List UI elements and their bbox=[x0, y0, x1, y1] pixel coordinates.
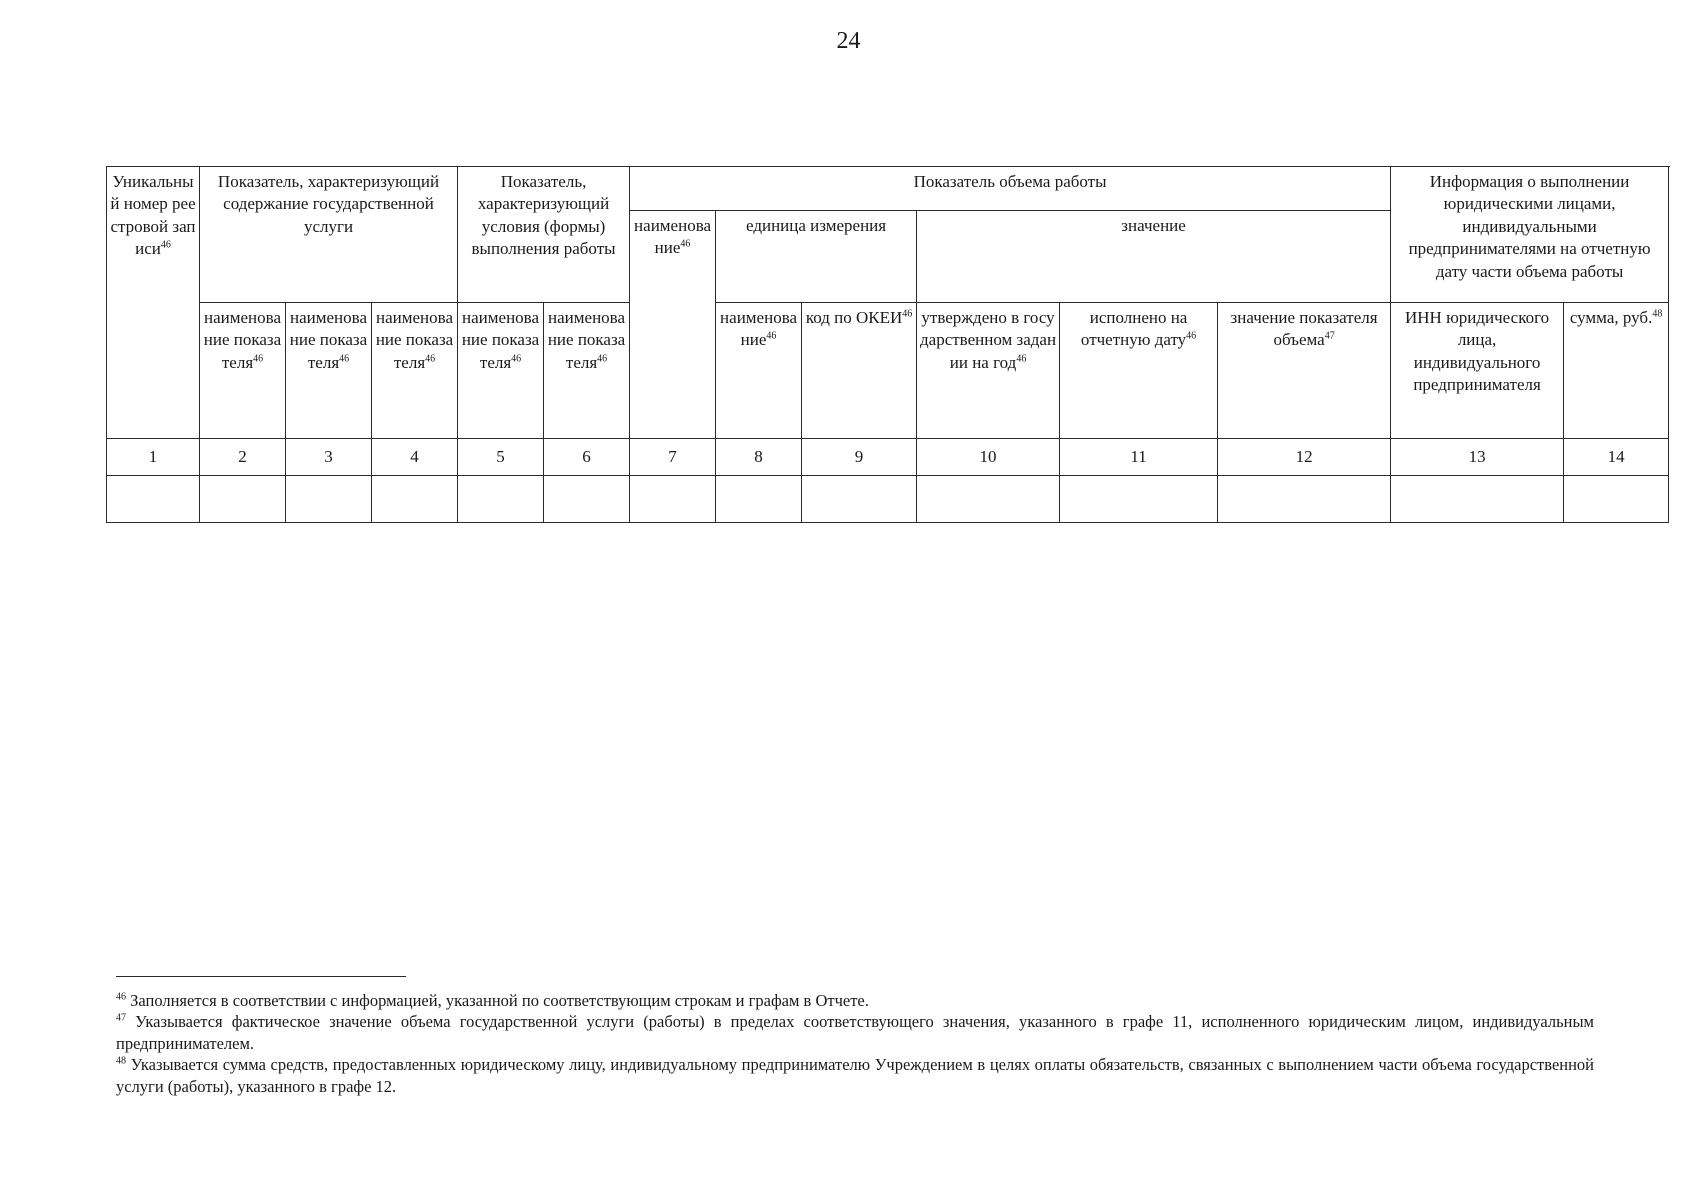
page-number: 24 bbox=[836, 28, 861, 54]
header-approved: утверждено в государственном задании на год$^{46}$ bbox=[917, 303, 1060, 439]
empty-cell bbox=[458, 476, 544, 523]
column-number: 12 bbox=[1218, 439, 1391, 476]
column-number: 7 bbox=[630, 439, 716, 476]
column-number: 10 bbox=[917, 439, 1060, 476]
footnote-47: $^{47}$ Указывается фактическое значение объема государственной услуги (работы) в пределах соответствующего значения, указанного в графе 11, исполненного юридическим лицом, индивидуальным предпринимателем. bbox=[116, 1012, 1595, 1053]
column-number: 5 bbox=[458, 439, 544, 476]
empty-cell bbox=[630, 476, 716, 523]
empty-cell bbox=[286, 476, 372, 523]
header-volume-value: значение показателя объема$^{47}$ bbox=[1218, 303, 1391, 439]
header-inn: ИНН юридического лица, индивидуального предпринимателя bbox=[1391, 303, 1564, 439]
header-indicator-name-4: наименование показателя$^{46}$ bbox=[372, 303, 458, 439]
empty-cell bbox=[544, 476, 630, 523]
column-number: 14 bbox=[1564, 439, 1669, 476]
footnote-46: $^{46}$ Заполняется в соответствии с информацией, указанной по соответствующим строкам и графам в Отчете. bbox=[116, 991, 869, 1010]
header-executed: исполнено на отчетную дату$^{46}$ bbox=[1060, 303, 1218, 439]
column-number: 11 bbox=[1060, 439, 1218, 476]
header-sum: сумма, руб.$^{48}$ bbox=[1564, 303, 1669, 439]
header-conditions-indicator: Показатель, характеризующий условия (формы) выполнения работы bbox=[458, 167, 630, 303]
header-indicator-name-3: наименование показателя$^{46}$ bbox=[286, 303, 372, 439]
empty-cell bbox=[802, 476, 917, 523]
header-volume-name: наименование$^{46}$ bbox=[630, 211, 716, 439]
empty-cell bbox=[1564, 476, 1669, 523]
header-indicator-name-5: наименование показателя$^{46}$ bbox=[458, 303, 544, 439]
footnotes bbox=[116, 990, 1594, 1097]
header-indicator-name-2: наименование показателя$^{46}$ bbox=[200, 303, 286, 439]
column-number-row bbox=[107, 439, 1669, 476]
column-number: 4 bbox=[372, 439, 458, 476]
empty-cell bbox=[917, 476, 1060, 523]
header-performance-info: Информация о выполнении юридическими лицами, индивидуальными предпринимателями на отчетную дату части объема работы bbox=[1391, 167, 1669, 303]
report-table bbox=[106, 166, 1669, 523]
column-number: 8 bbox=[716, 439, 802, 476]
empty-cell bbox=[1218, 476, 1391, 523]
footnote-separator bbox=[116, 976, 406, 977]
empty-cell bbox=[1060, 476, 1218, 523]
column-number: 3 bbox=[286, 439, 372, 476]
header-unit-name: наименование$^{46}$ bbox=[716, 303, 802, 439]
header-value: значение bbox=[917, 211, 1391, 303]
column-number: 13 bbox=[1391, 439, 1564, 476]
empty-cell bbox=[716, 476, 802, 523]
header-volume-indicator: Показатель объема работы bbox=[630, 167, 1391, 211]
empty-cell bbox=[107, 476, 200, 523]
header-unit-of-measure: единица измерения bbox=[716, 211, 917, 303]
empty-cell bbox=[200, 476, 286, 523]
column-number: 1 bbox=[107, 439, 200, 476]
header-okei-code: код по ОКЕИ$^{46}$ bbox=[802, 303, 917, 439]
empty-cell bbox=[1391, 476, 1564, 523]
column-number: 2 bbox=[200, 439, 286, 476]
header-indicator-name-6: наименование показателя$^{46}$ bbox=[544, 303, 630, 439]
column-number: 6 bbox=[544, 439, 630, 476]
column-number: 9 bbox=[802, 439, 917, 476]
header-unique-record-number: Уникальный номер реестровой записи$^{46}$ bbox=[107, 167, 200, 439]
empty-cell bbox=[372, 476, 458, 523]
header-content-indicator: Показатель, характеризующий содержание государственной услуги bbox=[200, 167, 458, 303]
empty-data-row bbox=[107, 476, 1669, 523]
footnote-48: $^{48}$ Указывается сумма средств, предоставленных юридическому лицу, индивидуальному предпринимателю Учреждением в целях оплаты обязательств, связанных с выполнением части объема государственной услуги (работы), указанного в графе 12. bbox=[116, 1055, 1595, 1096]
